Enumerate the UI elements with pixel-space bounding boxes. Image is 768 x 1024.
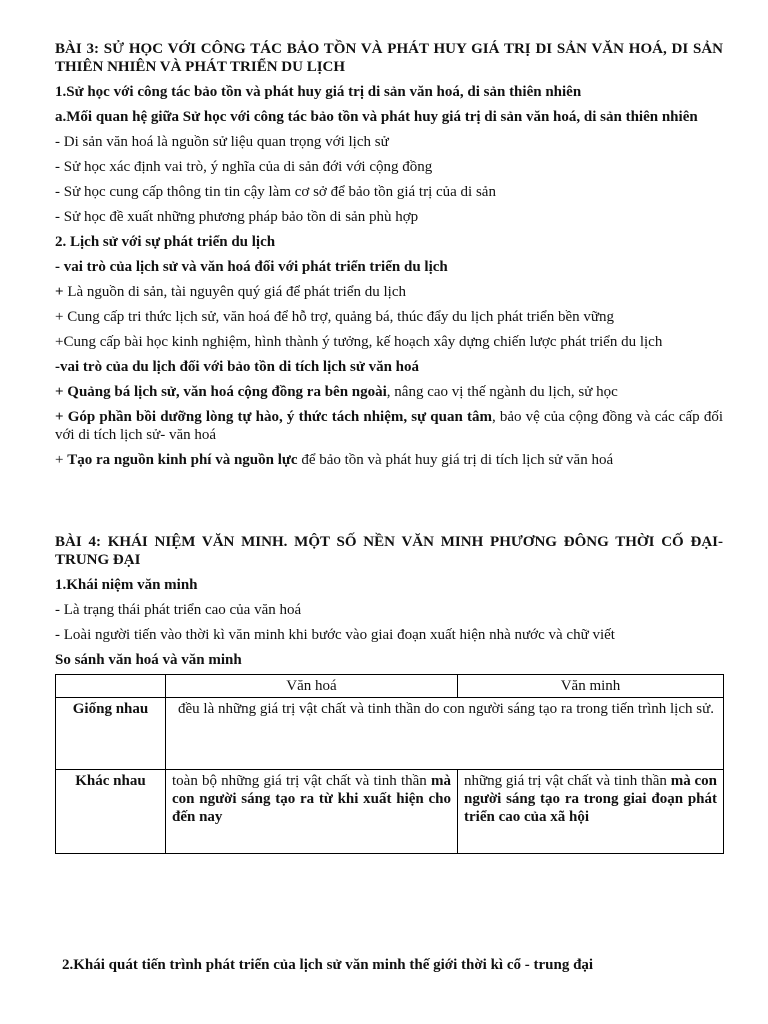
row-label-difference: Khác nhau — [56, 770, 166, 854]
cell-text: những giá trị vật chất và tinh thần — [464, 773, 671, 789]
lesson3-section1-heading: 1.Sử học với công tác bảo tồn và phát huy giá trị di sản văn hoá, di sản thiên nhiên — [55, 84, 582, 100]
lesson4-title: BÀI 4: KHÁI NIỆM VĂN MINH. MỘT SỐ NỀN VĂN MINH PHƯƠNG ĐÔNG THỜI CỐ ĐẠI- TRUNG ĐẠI — [55, 534, 723, 568]
cell-text: toàn bộ những giá trị vật chất và tinh thần — [172, 773, 431, 789]
plus-marker: + — [55, 452, 68, 468]
list-item-bold: Tạo ra nguồn kinh phí và nguồn lực — [67, 452, 298, 468]
comparison-table — [55, 674, 724, 854]
culture-difference-cell — [166, 770, 458, 854]
list-item-text: , bảo vệ của cộng đồng và các cấp đối với di tích lịch sử- văn hoá — [55, 409, 723, 443]
list-item-text: , nâng cao vị thế ngành du lịch, sử học — [386, 384, 618, 400]
cell-bold-text: mà con người sáng tạo ra trong giai đoạn phát triển cao của xã hội — [464, 773, 717, 825]
list-item: - Là trạng thái phát triển cao của văn hoá — [55, 602, 302, 618]
lesson3-section2-heading: 2. Lịch sử với sự phát triển du lịch — [55, 234, 276, 250]
lesson3-title: BÀI 3: SỬ HỌC VỚI CÔNG TÁC BẢO TỒN VÀ PHÁT HUY GIÁ TRỊ DI SẢN VĂN HOÁ, DI SẢN THIÊN NHIÊN VÀ PHÁT TRIỂN DU LỊCH — [55, 41, 723, 75]
list-item-bold: + Quảng bá lịch sử, văn hoá cộng đồng ra bên ngoài — [55, 384, 387, 400]
list-item — [55, 408, 723, 444]
civilization-difference-cell — [458, 770, 724, 854]
list-item-text: Là nguồn di sản, tài nguyên quý giá để phát triển du lịch — [63, 284, 406, 300]
list-item: - Sử học đề xuất những phương pháp bảo tồn di sản phù hợp — [55, 209, 419, 225]
comparison-heading: So sánh văn hoá và văn minh — [55, 652, 242, 668]
list-item: - Sử học cung cấp thông tin tin cậy làm cơ sở để bảo tồn giá trị của di sản — [55, 184, 496, 200]
list-item — [55, 283, 723, 301]
column-header-civilization: Văn minh — [458, 675, 724, 698]
table-row — [56, 770, 724, 854]
list-item-text: để bảo tồn và phát huy giá trị di tích lịch sử văn hoá — [297, 452, 614, 468]
lesson4-section1-heading: 1.Khái niệm văn minh — [55, 577, 198, 593]
list-item: - Loài người tiến vào thời kì văn minh khi bước vào giai đoạn xuất hiện nhà nước và chữ viết — [55, 627, 615, 643]
lesson3-subheading-history-role: - vai trò của lịch sử và văn hoá đối với phát triển triển du lịch — [55, 259, 448, 275]
similarity-text: đều là những giá trị vật chất và tinh thần do con người sáng tạo ra trong tiến trình lịch sử. — [178, 701, 714, 717]
list-item: - Sử học xác định vai trò, ý nghĩa của di sản đới với cộng đồng — [55, 159, 433, 175]
list-item — [55, 451, 723, 469]
list-item: + Cung cấp tri thức lịch sử, văn hoá để hỗ trợ, quảng bá, thúc đẩy du lịch phát triển bền vững — [55, 309, 614, 325]
cell-bold-text: mà con người sáng tạo ra từ khi xuất hiện cho đến nay — [172, 773, 451, 825]
table-header-row — [56, 675, 724, 698]
list-item — [55, 383, 723, 401]
document-page — [55, 40, 723, 854]
lesson3-section1a-heading: a.Mối quan hệ giữa Sử học với công tác bảo tồn và phát huy giá trị di sản văn hoá, di sản thiên nhiên — [55, 109, 698, 125]
list-item: +Cung cấp bài học kinh nghiệm, hình thành ý tưởng, kế hoạch xây dựng chiến lược phát triển du lịch — [55, 334, 663, 350]
list-item-bold: + Góp phần bồi dưỡng lòng tự hào, ý thức tách nhiệm, sự quan tâm — [55, 409, 492, 425]
similarity-cell — [166, 698, 724, 770]
row-label-similarity: Giống nhau — [56, 698, 166, 770]
lesson3-subheading-tourism-role: -vai trò của du lịch đối với bảo tồn di tích lịch sử văn hoá — [55, 359, 420, 375]
lesson4-section2-heading: 2.Khái quát tiến trình phát triển của lịch sử văn minh thế giới thời kì cổ - trung đại — [62, 957, 594, 973]
table-corner-cell — [56, 675, 166, 698]
plus-marker: + — [55, 284, 64, 300]
column-header-culture: Văn hoá — [166, 675, 458, 698]
list-item: - Di sản văn hoá là nguồn sử liệu quan trọng với lịch sử — [55, 134, 389, 150]
table-row — [56, 698, 724, 770]
